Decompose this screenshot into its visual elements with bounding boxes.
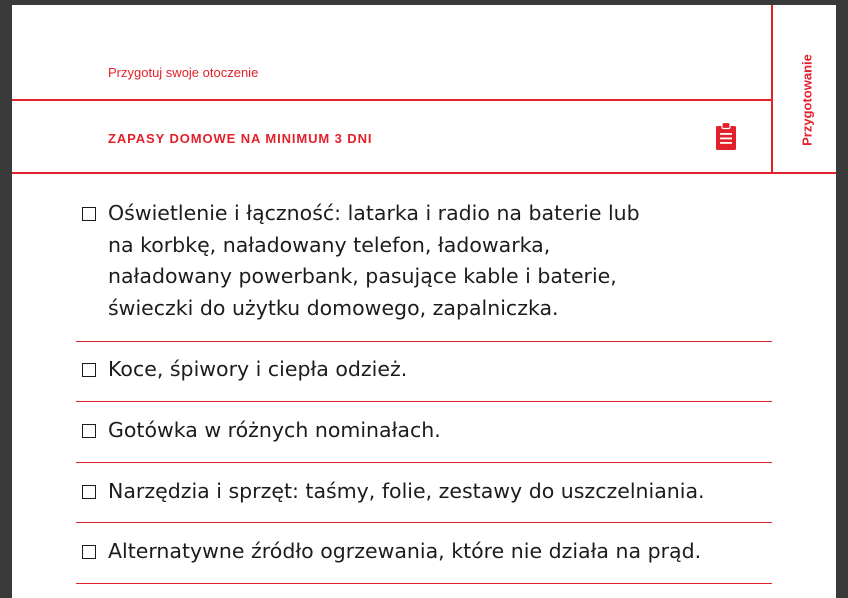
- checklist-item[interactable]: [82, 415, 782, 447]
- checkbox[interactable]: [82, 207, 96, 221]
- header-bottom-divider: [12, 172, 836, 174]
- sidebar-divider: [771, 5, 773, 173]
- checklist-item[interactable]: [82, 476, 782, 508]
- checklist-item-text: Alternatywne źródło ogrzewania, które nie działa na prąd.: [108, 539, 702, 563]
- checkbox[interactable]: [82, 485, 96, 499]
- sidebar-tab-label: [794, 50, 820, 150]
- document-page: [12, 5, 836, 598]
- row-divider: [76, 401, 772, 402]
- header-top-divider: [12, 99, 772, 101]
- clipboard-icon: [715, 122, 737, 151]
- checklist-item-text: Narzędzia i sprzęt: taśmy, folie, zestawy do uszczelniania.: [108, 479, 705, 503]
- checklist-item-text: Gotówka w różnych nominałach.: [108, 418, 441, 442]
- row-divider: [76, 341, 772, 342]
- row-divider: [76, 522, 772, 523]
- section-title: Przygotuj swoje otoczenie: [108, 65, 259, 80]
- checklist-item[interactable]: [82, 536, 782, 568]
- sidebar-label-text: Przygotowanie: [799, 54, 815, 146]
- row-divider: [76, 583, 772, 584]
- checkbox[interactable]: [82, 424, 96, 438]
- checklist-item-text: Oświetlenie i łączność: latarka i radio na baterie lub na korbkę, naładowany telefon, ładowarka, naładowany powerbank, pasujące kable i baterie, świeczki do użytku domowego, zapalniczka.: [108, 201, 640, 320]
- page-title: ZAPASY DOMOWE NA MINIMUM 3 DNI: [108, 131, 373, 146]
- checklist-item[interactable]: [82, 354, 782, 386]
- checklist-item[interactable]: [82, 198, 642, 324]
- checklist-item-text: Koce, śpiwory i ciepła odzież.: [108, 357, 408, 381]
- row-divider: [76, 462, 772, 463]
- checkbox[interactable]: [82, 545, 96, 559]
- checkbox[interactable]: [82, 363, 96, 377]
